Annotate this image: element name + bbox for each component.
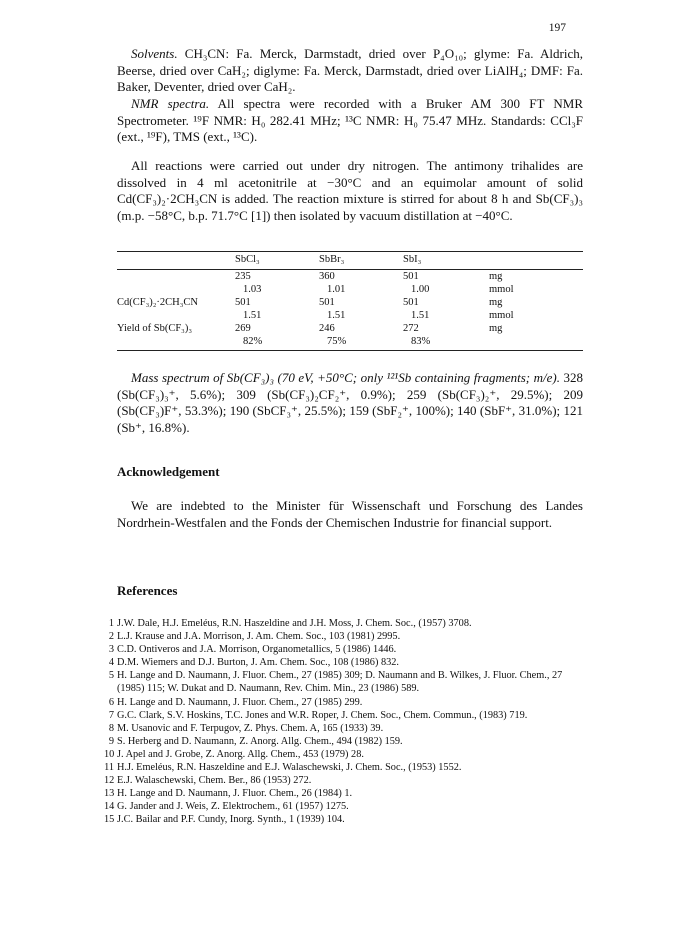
table-cell: mg [489,271,503,282]
reference-text: D.M. Wiemers and D.J. Burton, J. Am. Chem. Soc., 108 (1986) 832. [117,657,399,669]
table-cell: 1.03 [243,284,262,295]
reference-number: 15 [104,814,115,826]
reference-item [104,617,584,630]
table-header-cell [117,252,235,270]
reference-number: 13 [104,788,115,800]
reference-text: C.D. Ontiveros and J.A. Morrison, Organometallics, 5 (1986) 1446. [117,644,397,656]
reference-number: 5 [108,670,114,682]
reaction-table [117,251,583,351]
reference-item [104,669,584,695]
reference-text: M. Usanovic and F. Terpugov, Z. Phys. Chem. A, 165 (1933) 39. [117,722,384,734]
table-header-cell: SbCl₃ [235,252,319,270]
table-cell: 501 [319,297,335,308]
reference-item [104,787,584,800]
table-cell: 1.51 [243,310,262,321]
reference-number: 4 [108,657,114,669]
table-cell: Cd(CF₃)₂·2CH₃CN [117,297,198,308]
table-cell: 272 [403,323,419,334]
table-row [117,296,583,309]
mass-spectrum-paragraph [117,370,583,436]
reference-text: H. Lange and D. Naumann, J. Fluor. Chem., 27 (1985) 299. [117,696,363,708]
table-row [117,283,583,296]
table-row [117,322,583,335]
table-cell: mmol [489,310,514,321]
reference-item [104,813,584,826]
reference-item [104,696,584,709]
reference-number: 8 [108,722,114,734]
reference-item [104,774,584,787]
reference-text: J.C. Bailar and P.F. Cundy, Inorg. Synth., 1 (1939) 104. [117,814,345,826]
table-cell: 1.51 [327,310,346,321]
reference-number: 3 [108,644,114,656]
table-cell: 1.51 [411,310,430,321]
reference-text: G.C. Clark, S.V. Hoskins, T.C. Jones and W.R. Roper, J. Chem. Soc., Chem. Commun., (1983) 719. [117,709,528,721]
table-cell [117,335,235,351]
reference-number: 9 [108,735,114,747]
reference-item [104,722,584,735]
reference-item [104,709,584,722]
reference-item [104,735,584,748]
solvents-label: Solvents. [131,46,178,61]
reference-text: H. Lange and D. Naumann, J. Fluor. Chem., 27 (1985) 309; D. Naumann and B. Wilkes, J. Fluor. Chem., 27 (1985) 115; W. Dukat and D. Naumann, Rev. Chim. Min., 23 (1986) 589. [117,670,563,695]
mass-spectrum-label: Mass spectrum of Sb(CF₃)₃ (70 eV, +50°C; only ¹²¹Sb containing fragments; m/e). [131,370,560,385]
reference-item [104,800,584,813]
table-cell: mmol [489,284,514,295]
reference-number: 14 [104,801,115,813]
reference-text: S. Herberg and D. Naumann, Z. Anorg. Allg. Chem., 494 (1982) 159. [117,735,403,747]
table-cell: 82% [235,335,319,351]
reference-text: G. Jander and J. Weis, Z. Elektrochem., 61 (1957) 1275. [117,801,349,813]
reference-item [104,761,584,774]
table-cell: 1.01 [327,284,346,295]
table-row [117,270,583,284]
table-cell: 501 [403,271,419,282]
table-cell [117,283,235,296]
reference-number: 2 [108,631,114,643]
solvents-text: CH₃CN: Fa. Merck, Darmstadt, dried over P₄O₁₀; glyme: Fa. Aldrich, Beerse, dried over CaH₂; diglyme: Fa. Merck, Darmstadt, dried over LiAlH₄; DMF: Fa. Baker, Deventer, dried over CaH₂. [117,46,583,95]
table-cell: 501 [235,297,251,308]
reference-text: L.J. Krause and J.A. Morrison, J. Am. Chem. Soc., 103 (1981) 2995. [117,631,401,643]
reference-text: J. Apel and J. Grobe, Z. Anorg. Allg. Chem., 453 (1979) 28. [117,748,364,760]
table-header-cell: SbBr₃ [319,252,403,270]
reference-number: 1 [108,618,114,629]
table-row [117,309,583,322]
table-cell [117,309,235,322]
table-cell [489,335,583,351]
solvents-paragraph [117,46,583,96]
reference-text: H.J. Emeléus, R.N. Haszeldine and E.J. Walaschewski, J. Chem. Soc., (1953) 1552. [117,762,462,774]
table-header-cell: SbI₃ [403,252,489,270]
reference-number: 10 [104,748,115,760]
table-cell [117,270,235,284]
nmr-label: NMR spectra. [131,96,210,111]
table-cell: 501 [403,297,419,308]
acknowledgement-paragraph [117,498,583,531]
reference-item [104,748,584,761]
acknowledgement-text: We are indebted to the Minister für Wissenschaft und Forschung des Landes Nordrhein-Westfalen and the Fonds der Chemischen Industrie for financial support. [117,498,583,530]
table-cell: 269 [235,323,251,334]
table-cell: 75% [319,335,403,351]
table-cell: mg [489,323,503,334]
table-cell: 246 [319,323,335,334]
mass-spectrum-text: 328 (Sb(CF₃)₃⁺, 5.6%); 309 (Sb(CF₃)₂CF₂⁺, 0.9%); 259 (Sb(CF₃)₂⁺, 29.5%); 209 (Sb(CF₃)F⁺, 53.3%); 190 (SbCF₃⁺, 25.5%); 159 (SbF₂⁺, 100%); 140 (SbF⁺, 31.0%); 121 (Sb⁺, 16.8%). [117,370,583,435]
table-cell: 83% [403,335,489,351]
table-cell: 235 [235,271,251,282]
reference-item [104,656,584,669]
reference-list [104,617,584,827]
reference-number: 11 [104,762,114,774]
reference-item [104,630,584,643]
table-cell: mg [489,297,503,308]
table-row [117,335,583,351]
procedure-text: All reactions were carried out under dry nitrogen. The antimony trihalides are dissolved in 4 ml acetonitrile at −30°C and an equimolar amount of solid Cd(CF₃)₂·2CH₃CN is added. The reaction mixture is stirred for about 8 h and Sb(CF₃)₃ (m.p. −58°C, b.p. 71.7°C [1]) then isolated by vacuum distillation at −40°C. [117,158,583,223]
reference-number: 12 [104,775,115,787]
reference-text: E.J. Walaschewski, Chem. Ber., 86 (1953) 272. [117,775,312,787]
procedure-paragraph [117,158,583,224]
reference-text: J.W. Dale, H.J. Emeléus, R.N. Haszeldine and J.H. Moss, J. Chem. Soc., (1957) 3708. [117,618,472,629]
table-cell: 1.00 [411,284,430,295]
reference-item [104,643,584,656]
acknowledgement-heading: Acknowledgement [117,464,220,479]
references-heading: References [117,583,178,598]
nmr-text: All spectra were recorded with a Bruker AM 300 FT NMR Spectrometer. ¹⁹F NMR: H₀ 282.41 MHz; ¹³C NMR: H₀ 75.47 MHz. Standards: CCl₃F (ext., ¹⁹F), TMS (ext., ¹³C). [117,96,583,145]
table-cell: Yield of Sb(CF₃)₃ [117,323,192,334]
table-header-cell [489,252,583,270]
table-header-row [117,252,583,270]
page-number: 197 [548,22,566,34]
nmr-paragraph [117,96,583,146]
table-cell: 360 [319,271,335,282]
reference-number: 6 [108,696,114,708]
reference-text: H. Lange and D. Naumann, J. Fluor. Chem., 26 (1984) 1. [117,788,353,800]
reference-number: 7 [108,709,114,721]
